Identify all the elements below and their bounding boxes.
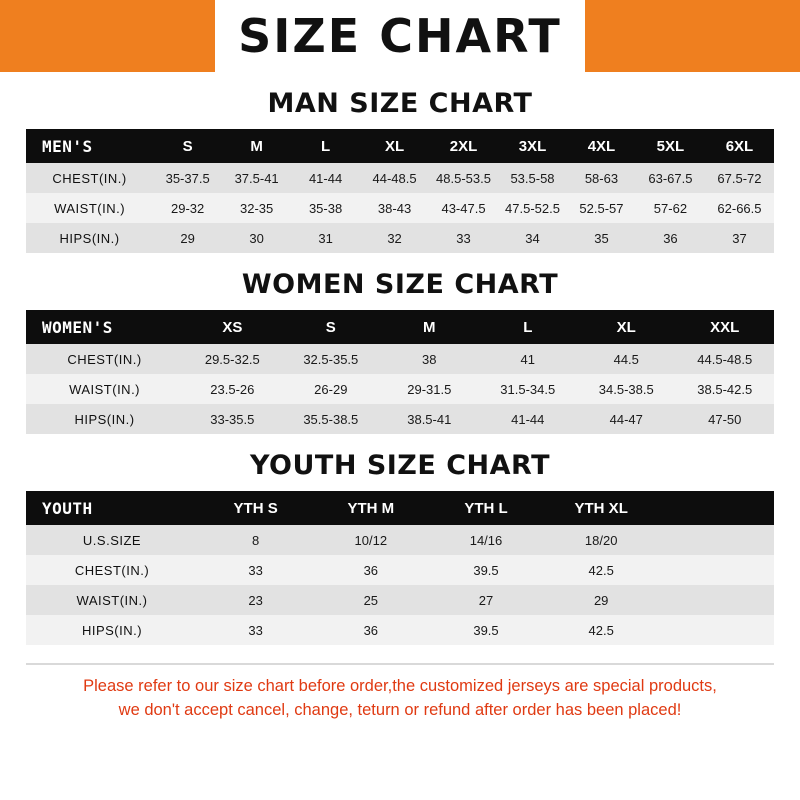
men-r0-c6: 53.5-58: [498, 163, 567, 193]
men-r1-c7: 52.5-57: [567, 193, 636, 223]
youth-r2-c5: [659, 585, 774, 615]
youth-r2-c2: 25: [313, 585, 428, 615]
youth-r2-c3: 27: [428, 585, 543, 615]
women-r0-c0: CHEST(IN.): [26, 344, 183, 374]
women-header-3: M: [380, 310, 478, 344]
men-r2-c4: 32: [360, 223, 429, 253]
women-header-5: XL: [577, 310, 675, 344]
youth-r0-c5: [659, 525, 774, 555]
men-header-0: MEN'S: [26, 129, 153, 163]
women-r0-c2: 32.5-35.5: [282, 344, 380, 374]
women-r1-c2: 26-29: [282, 374, 380, 404]
youth-r1-c1: 33: [198, 555, 313, 585]
men-r0-c2: 37.5-41: [222, 163, 291, 193]
men-r2-c1: 29: [153, 223, 222, 253]
men-r2-c5: 33: [429, 223, 498, 253]
youth-r3-c2: 36: [313, 615, 428, 645]
women-size-table: [26, 310, 774, 434]
men-r2-c6: 34: [498, 223, 567, 253]
men-size-table: [26, 129, 774, 253]
women-r0-c4: 41: [479, 344, 577, 374]
women-r0-c5: 44.5: [577, 344, 675, 374]
women-r0-c6: 44.5-48.5: [676, 344, 775, 374]
youth-r3-c1: 33: [198, 615, 313, 645]
men-r2-c0: HIPS(IN.): [26, 223, 153, 253]
women-header-4: L: [479, 310, 577, 344]
men-r0-c0: CHEST(IN.): [26, 163, 153, 193]
men-header-2: M: [222, 129, 291, 163]
men-header-1: S: [153, 129, 222, 163]
women-r1-c6: 38.5-42.5: [676, 374, 775, 404]
men-r1-c3: 35-38: [291, 193, 360, 223]
youth-r1-c3: 39.5: [428, 555, 543, 585]
table-row: [26, 374, 774, 404]
women-section-title: WOMEN SIZE CHART: [241, 269, 559, 300]
men-r0-c4: 44-48.5: [360, 163, 429, 193]
women-r2-c4: 41-44: [479, 404, 577, 434]
women-r2-c2: 35.5-38.5: [282, 404, 380, 434]
women-r2-c0: HIPS(IN.): [26, 404, 183, 434]
men-header-4: XL: [360, 129, 429, 163]
footer-note: [26, 663, 774, 723]
youth-header-3: YTH L: [428, 491, 543, 525]
youth-r0-c1: 8: [198, 525, 313, 555]
footer-note-line-1: Please refer to our size chart before order,the customized jerseys are special products,: [83, 677, 717, 695]
table-row: [26, 525, 774, 555]
table-row: [26, 615, 774, 645]
youth-header-0: YOUTH: [26, 491, 198, 525]
men-header-5: 2XL: [429, 129, 498, 163]
women-r0-c1: 29.5-32.5: [183, 344, 281, 374]
women-r2-c5: 44-47: [577, 404, 675, 434]
youth-r1-c0: CHEST(IN.): [26, 555, 198, 585]
charts-container: [0, 88, 800, 723]
page-title: SIZE CHART: [238, 9, 562, 63]
women-r0-c3: 38: [380, 344, 478, 374]
women-r1-c0: WAIST(IN.): [26, 374, 183, 404]
women-r2-c1: 33-35.5: [183, 404, 281, 434]
women-r1-c5: 34.5-38.5: [577, 374, 675, 404]
women-header-6: XXL: [676, 310, 775, 344]
women-header-2: S: [282, 310, 380, 344]
banner-accent-left: [0, 0, 215, 72]
men-r2-c2: 30: [222, 223, 291, 253]
women-header-1: XS: [183, 310, 281, 344]
youth-r2-c1: 23: [198, 585, 313, 615]
men-header-8: 5XL: [636, 129, 705, 163]
youth-r2-c0: WAIST(IN.): [26, 585, 198, 615]
men-r0-c3: 41-44: [291, 163, 360, 193]
women-r2-c6: 47-50: [676, 404, 775, 434]
table-row: [26, 223, 774, 253]
footer-note-line-2: we don't accept cancel, change, teturn or refund after order has been placed!: [118, 700, 682, 719]
women-header-0: WOMEN'S: [26, 310, 183, 344]
youth-header-2: YTH M: [313, 491, 428, 525]
women-r1-c3: 29-31.5: [380, 374, 478, 404]
men-header-9: 6XL: [705, 129, 774, 163]
men-r1-c5: 43-47.5: [429, 193, 498, 223]
table-header-row: [26, 129, 774, 163]
table-row: [26, 404, 774, 434]
youth-size-table: [26, 491, 774, 645]
men-header-7: 4XL: [567, 129, 636, 163]
youth-r0-c2: 10/12: [313, 525, 428, 555]
youth-r3-c5: [659, 615, 774, 645]
table-row: [26, 193, 774, 223]
youth-r1-c5: [659, 555, 774, 585]
men-r1-c2: 32-35: [222, 193, 291, 223]
table-row: [26, 555, 774, 585]
table-row: [26, 163, 774, 193]
table-row: [26, 344, 774, 374]
youth-r3-c3: 39.5: [428, 615, 543, 645]
youth-r0-c3: 14/16: [428, 525, 543, 555]
youth-r3-c4: 42.5: [544, 615, 659, 645]
men-r1-c4: 38-43: [360, 193, 429, 223]
youth-header-1: YTH S: [198, 491, 313, 525]
youth-header-4: YTH XL: [544, 491, 659, 525]
table-header-row: [26, 491, 774, 525]
men-r0-c5: 48.5-53.5: [429, 163, 498, 193]
table-header-row: [26, 310, 774, 344]
men-r0-c8: 63-67.5: [636, 163, 705, 193]
youth-r1-c2: 36: [313, 555, 428, 585]
men-r2-c9: 37: [705, 223, 774, 253]
youth-r1-c4: 42.5: [544, 555, 659, 585]
youth-section-title: YOUTH SIZE CHART: [249, 450, 551, 481]
women-r2-c3: 38.5-41: [380, 404, 478, 434]
men-r0-c7: 58-63: [567, 163, 636, 193]
men-r1-c1: 29-32: [153, 193, 222, 223]
page-banner: [0, 0, 800, 72]
men-r1-c0: WAIST(IN.): [26, 193, 153, 223]
youth-r0-c0: U.S.SIZE: [26, 525, 198, 555]
men-r1-c6: 47.5-52.5: [498, 193, 567, 223]
men-header-3: L: [291, 129, 360, 163]
table-row: [26, 585, 774, 615]
banner-accent-right: [585, 0, 800, 72]
youth-r0-c4: 18/20: [544, 525, 659, 555]
men-header-6: 3XL: [498, 129, 567, 163]
men-r0-c1: 35-37.5: [153, 163, 222, 193]
youth-header-5: [659, 491, 774, 525]
youth-r3-c0: HIPS(IN.): [26, 615, 198, 645]
youth-r2-c4: 29: [544, 585, 659, 615]
men-r1-c9: 62-66.5: [705, 193, 774, 223]
men-r2-c7: 35: [567, 223, 636, 253]
men-section-title: MAN SIZE CHART: [267, 88, 533, 119]
women-r1-c1: 23.5-26: [183, 374, 281, 404]
women-r1-c4: 31.5-34.5: [479, 374, 577, 404]
men-r2-c3: 31: [291, 223, 360, 253]
men-r0-c9: 67.5-72: [705, 163, 774, 193]
men-r1-c8: 57-62: [636, 193, 705, 223]
men-r2-c8: 36: [636, 223, 705, 253]
